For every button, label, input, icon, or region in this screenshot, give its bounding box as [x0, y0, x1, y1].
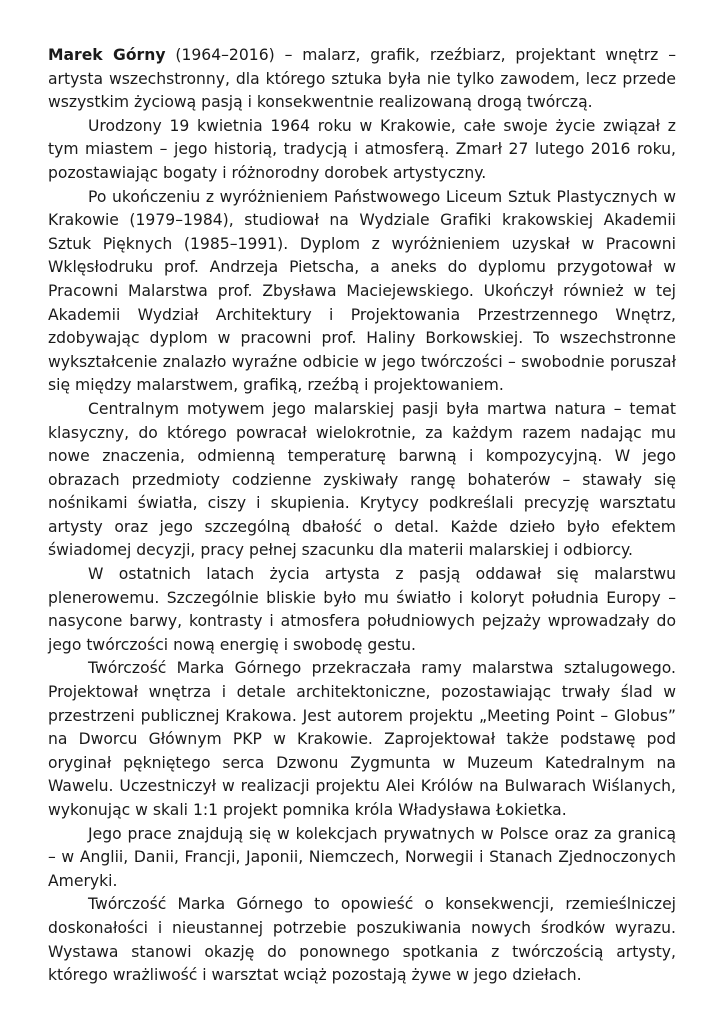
paragraph-design-work: Twórczość Marka Górnego przekraczała ramy malarstwa sztalugowego. Projektował wnętrza i detale architektoniczne, pozostawiając trwały ślad w przestrzeni publicznej Krakowa. Jest autorem projektu „Meeting Point – Globus” na Dworcu Głównym PKP w Krakowie. Zaprojektował także podstawę pod oryginał pękniętego serca Dzwonu Zygmunta w Muzeum Katedralnym na Wawelu. Uczestniczył w realizacji projektu Alei Królów na Bulwarach Wiślanych, wykonując w skali 1:1 projekt pomnika króla Władysława Łokietka. — [48, 659, 676, 819]
intro-paragraph — [48, 44, 676, 115]
intro-text: (1964–2016) – malarz, grafik, rzeźbiarz, projektant wnętrz – artysta wszechstronny, dla którego sztuka była nie tylko zawodem, lecz przede wszystkim życiową pasją i konsekwentnie realizowaną drogą twórczą. — [48, 46, 677, 112]
paragraph-collections: Jego prace znajdują się w kolekcjach prywatnych w Polsce oraz za granicą – w Anglii, Danii, Francji, Japonii, Niemczech, Norwegii i Stanach Zjednoczonych Ameryki. — [48, 824, 676, 890]
document-body — [48, 44, 676, 988]
artist-name: Marek Górny — [48, 46, 166, 64]
paragraph-conclusion: Twórczość Marka Górnego to opowieść o konsekwencji, rzemieślniczej doskonałości i nieustannej potrzebie poszukiwania nowych środków wyrazu. Wystawa stanowi okazję do ponownego spotkania z twórczością artysty, którego wrażliwość i warsztat wciąż pozostają żywe w jego dziełach. — [48, 895, 676, 985]
paragraph-birth-death: Urodzony 19 kwietnia 1964 roku w Krakowie, całe swoje życie związał z tym miastem – jego historią, tradycją i atmosferą. Zmarł 27 lutego 2016 roku, pozostawiając bogaty i różnorodny dorobek artystyczny. — [48, 116, 676, 182]
paragraph-still-life: Centralnym motywem jego malarskiej pasji była martwa natura – temat klasyczny, do którego powracał wielokrotnie, za każdym razem nadając mu nowe znaczenia, odmienną temperaturę barwną i kompozycyjną. W jego obrazach przedmioty codzienne zyskiwały rangę bohaterów – stawały się nośnikami światła, ciszy i skupienia. Krytycy podkreślali precyzję warsztatu artysty oraz jego szczególną dbałość o detal. Każde dzieło było efektem świadomej decyzji, pracy pełnej szacunku dla materii malarskiej i odbiorcy. — [48, 399, 676, 560]
paragraph-plein-air: W ostatnich latach życia artysta z pasją oddawał się malarstwu plenerowemu. Szczególnie bliskie było mu światło i koloryt południa Europy – nasycone barwy, kontrasty i atmosfera południowych pejzaży wprowadzały do jego twórczości nową energię i swobodę gestu. — [48, 565, 676, 654]
paragraph-education: Po ukończeniu z wyróżnieniem Państwowego Liceum Sztuk Plastycznych w Krakowie (1979–1984), studiował na Wydziale Grafiki krakowskiej Akademii Sztuk Pięknych (1985–1991). Dyplom z wyróżnieniem uzyskał w Pracowni Wklęsłodruku prof. Andrzeja Pietscha, a aneks do dyplomu przygotował w Pracowni Malarstwa prof. Zbysława Maciejewskiego. Ukończył również w tej Akademii Wydział Architektury i Projektowania Przestrzennego Wnętrz, zdobywając dyplom w pracowni prof. Haliny Borkowskiej. To wszechstronne wykształcenie znalazło wyraźne odbicie w jego twórczości – swobodnie poruszał się między malarstwem, grafiką, rzeźbą i projektowaniem. — [48, 187, 676, 395]
